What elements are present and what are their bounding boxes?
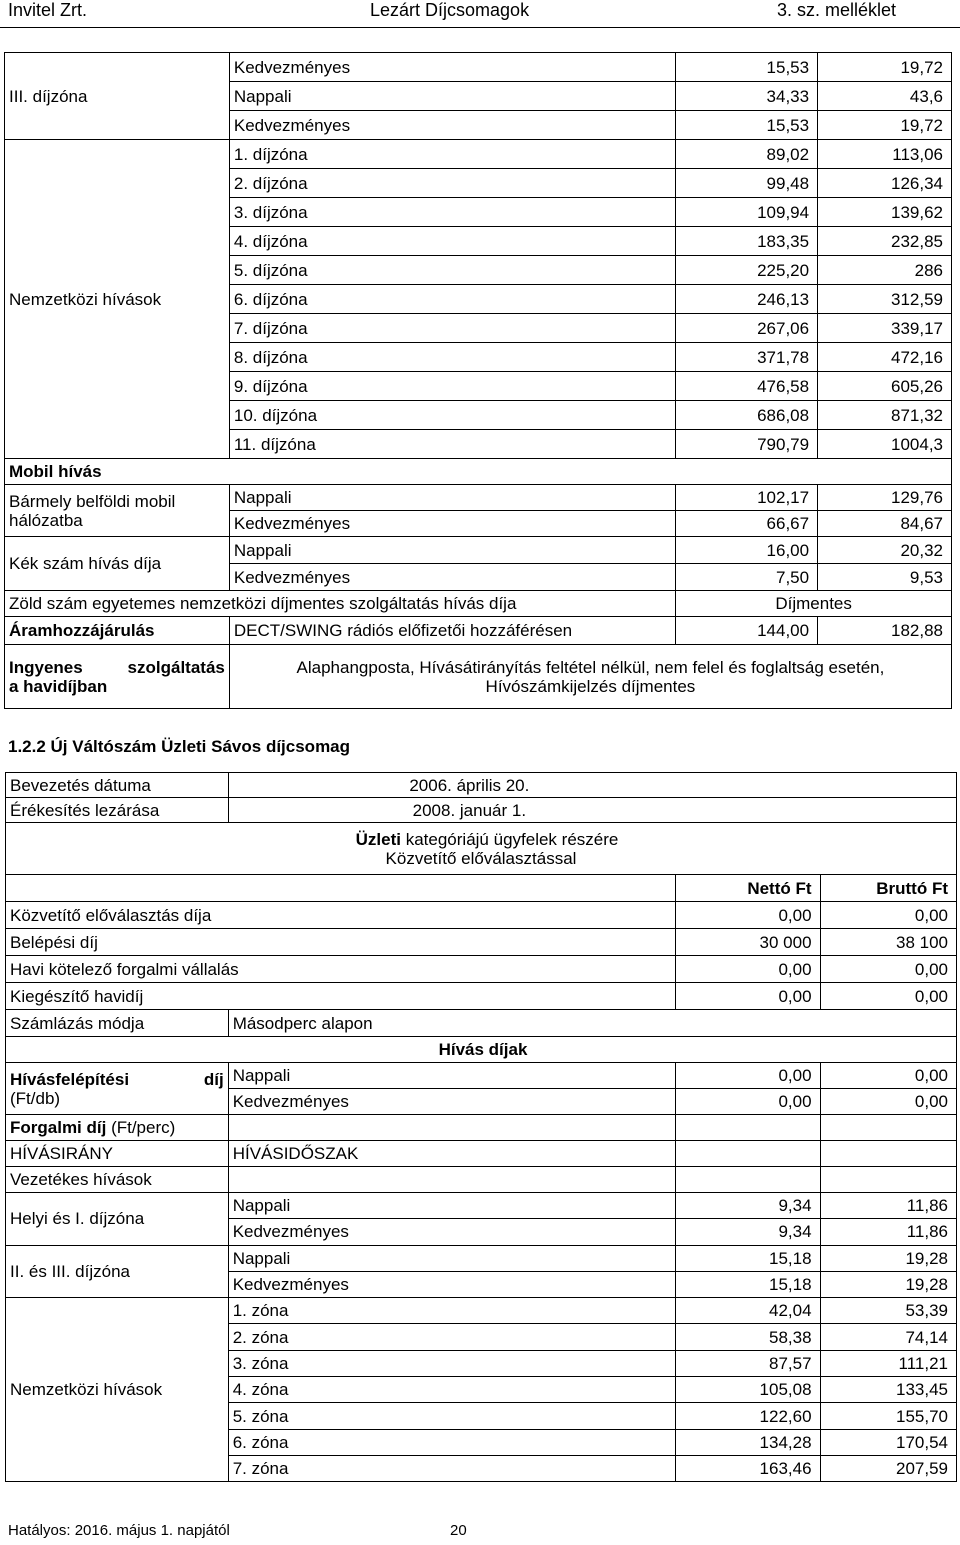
net-price: 102,17 (676, 485, 818, 511)
col-net: Nettó Ft (676, 875, 820, 902)
period-label: Nappali (229, 82, 675, 111)
net-price: 0,00 (676, 956, 820, 983)
net-price: 371,78 (676, 343, 818, 372)
empty-cell (676, 1115, 820, 1141)
free-desc-line1: Alaphangposta, Hívásátirányítás feltétel nélkül, nem felel és foglaltság esetén, (296, 657, 885, 677)
mobile-label-line2: hálózatba (9, 510, 83, 530)
table-row (6, 1245, 957, 1271)
empty-cell (676, 1010, 820, 1037)
column-header-row (6, 875, 957, 902)
gross-price: 113,06 (818, 140, 952, 169)
period-header: HÍVÁSIDŐSZAK (228, 1141, 675, 1167)
net-price: 105,08 (676, 1377, 820, 1403)
setup-label-word2: díj (203, 1069, 224, 1089)
zone-label: 1. díjzóna (229, 140, 675, 169)
net-price: 144,00 (676, 617, 818, 645)
zone-label: 8. díjzóna (229, 343, 675, 372)
power-label: Áramhozzájárulás (5, 617, 230, 645)
empty-cell (820, 1010, 956, 1037)
table-row (5, 53, 952, 82)
traffic-fee-unit: (Ft/perc) (106, 1118, 176, 1137)
empty-cell (820, 1115, 956, 1141)
net-price: 15,18 (676, 1271, 820, 1297)
net-price: 42,04 (676, 1298, 820, 1324)
table-row (6, 983, 957, 1010)
mobile-label-line1: Bármely belföldi mobil (9, 491, 176, 511)
net-price: 0,00 (676, 902, 820, 929)
period-label: 5. zóna (228, 1403, 675, 1429)
net-price: 16,00 (676, 537, 818, 564)
zone-label: 10. díjzóna (229, 401, 675, 430)
period-label: 3. zóna (228, 1350, 675, 1376)
mobile-network-label (5, 485, 230, 537)
footer-effective-date: Hatályos: 2016. május 1. napjától (8, 1522, 230, 1539)
period-label: 4. zóna (228, 1377, 675, 1403)
green-number-label: Zöld szám egyetemes nemzetközi díjmentes szolgáltatás hívás díja (5, 591, 676, 617)
gross-price: 19,72 (818, 53, 952, 82)
net-price: 476,58 (676, 372, 818, 401)
period-label: 6. zóna (228, 1429, 675, 1455)
empty-cell (228, 1115, 675, 1141)
gross-price: 111,21 (820, 1350, 956, 1376)
gross-price: 0,00 (820, 983, 956, 1010)
zone3-label: III. díjzóna (5, 53, 230, 140)
net-price: 790,79 (676, 430, 818, 459)
net-price: 686,08 (676, 401, 818, 430)
target-bold: Üzleti (355, 829, 401, 849)
green-number-row (5, 591, 952, 617)
gross-price: 286 (818, 256, 952, 285)
gross-price: 0,00 (820, 1089, 956, 1115)
table-row (6, 1193, 957, 1219)
net-price: 99,48 (676, 169, 818, 198)
fee-label: Havi kötelező forgalmi vállalás (6, 956, 676, 983)
net-price: 30 000 (676, 929, 820, 956)
gross-price: 339,17 (818, 314, 952, 343)
period-label: Nappali (228, 1245, 675, 1271)
intro-date-label: Bevezetés dátuma (6, 773, 229, 798)
net-price: 89,02 (676, 140, 818, 169)
fee-table-1 (4, 52, 952, 709)
net-price: 15,18 (676, 1245, 820, 1271)
gross-price: 74,14 (820, 1324, 956, 1350)
fee-label: Kiegészítő havidíj (6, 983, 676, 1010)
traffic-fee-bold: Forgalmi díj (10, 1118, 107, 1137)
free-desc-line2: Hívószámkijelzés díjmentes (485, 676, 696, 696)
gross-price: 9,53 (818, 564, 952, 591)
empty-cell (820, 1167, 956, 1193)
page-header (0, 0, 960, 26)
zone-label: 3. díjzóna (229, 198, 675, 227)
mobile-title-row (5, 459, 952, 485)
blue-number-label: Kék szám hívás díja (5, 537, 230, 591)
net-price: 58,38 (676, 1324, 820, 1350)
close-row (6, 798, 957, 823)
billing-label: Számlázás módja (6, 1010, 229, 1037)
net-price: 0,00 (676, 983, 820, 1010)
gross-price: 0,00 (820, 902, 956, 929)
call-fees-title-row (6, 1037, 957, 1063)
net-price: 9,34 (676, 1219, 820, 1245)
target-line2: Közvetítő előválasztással (385, 848, 577, 868)
gross-price: 605,26 (818, 372, 952, 401)
gross-price: 19,28 (820, 1245, 956, 1271)
billing-row (6, 1010, 957, 1037)
company-name: Invitel Zrt. (8, 0, 88, 20)
header-rule (0, 27, 960, 28)
net-price: 109,94 (676, 198, 818, 227)
setup-label-line2: (Ft/db) (10, 1088, 61, 1108)
setup-fee-label (6, 1063, 229, 1115)
gross-price: 126,34 (818, 169, 952, 198)
green-number-value: Díjmentes (676, 591, 952, 617)
period-label: Nappali (228, 1063, 675, 1089)
net-price: 9,34 (676, 1193, 820, 1219)
free-services-desc (229, 645, 951, 709)
period-label: Nappali (229, 485, 675, 511)
empty-cell (228, 875, 675, 902)
empty-cell (676, 1167, 820, 1193)
close-date-value: 2008. január 1. (228, 798, 956, 823)
gross-price: 19,28 (820, 1271, 956, 1297)
fee-label: Belépési díj (6, 929, 676, 956)
period-label: Kedvezményes (229, 511, 675, 537)
gross-price: 20,32 (818, 537, 952, 564)
gross-price: 155,70 (820, 1403, 956, 1429)
setup-label-line1 (10, 1070, 224, 1089)
zone-label: 4. díjzóna (229, 227, 675, 256)
period-label: Kedvezményes (229, 564, 675, 591)
call-fees-title: Hívás díjak (6, 1037, 957, 1063)
gross-price: 312,59 (818, 285, 952, 314)
target-row (6, 823, 957, 875)
wired-row (6, 1167, 957, 1193)
zone-label: 7. díjzóna (229, 314, 675, 343)
period-label: Kedvezményes (228, 1089, 675, 1115)
net-price: 163,46 (676, 1455, 820, 1481)
net-price: 0,00 (676, 1063, 820, 1089)
fee-label: Közvetítő előválasztás díja (6, 902, 676, 929)
table-row (5, 537, 952, 564)
table-row (6, 956, 957, 983)
close-date-label: Érékesítés lezárása (6, 798, 229, 823)
zone23-label: II. és III. díjzóna (6, 1245, 229, 1298)
gross-price: 53,39 (820, 1298, 956, 1324)
zone-label: 2. díjzóna (229, 169, 675, 198)
period-label: 7. zóna (228, 1455, 675, 1481)
direction-label: HÍVÁSIRÁNY (6, 1141, 229, 1167)
period-label: Kedvezményes (229, 53, 675, 82)
free-label-line2: a havidíjban (9, 676, 108, 696)
intro-row (6, 773, 957, 798)
intro-date-value: 2006. április 20. (228, 773, 956, 798)
net-price: 122,60 (676, 1403, 820, 1429)
target-rest: kategóriájú ügyfelek részére (401, 829, 619, 849)
gross-price: 133,45 (820, 1377, 956, 1403)
target-line1 (12, 830, 960, 849)
gross-price: 0,00 (820, 1063, 956, 1089)
net-price: 267,06 (676, 314, 818, 343)
free-label-line1: Ingyenes szolgáltatás (9, 657, 225, 677)
table-row (6, 902, 957, 929)
net-price: 66,67 (676, 511, 818, 537)
period-label: Kedvezményes (228, 1219, 675, 1245)
free-services-row (5, 645, 952, 709)
empty-cell (228, 1167, 675, 1193)
net-price: 0,00 (676, 1089, 820, 1115)
document-title: Lezárt Díjcsomagok (370, 0, 530, 20)
period-label: Kedvezményes (229, 111, 675, 140)
net-price: 246,13 (676, 285, 818, 314)
col-gross: Bruttó Ft (820, 875, 956, 902)
gross-price: 170,54 (820, 1429, 956, 1455)
table-row (6, 1063, 957, 1089)
period-label: 1. zóna (228, 1298, 675, 1324)
gross-price: 43,6 (818, 82, 952, 111)
section-title: 1.2.2 Új Váltószám Üzleti Sávos díjcsomag (8, 737, 351, 756)
net-price: 15,53 (676, 53, 818, 82)
zone-label: 6. díjzóna (229, 285, 675, 314)
empty-cell (820, 1141, 956, 1167)
net-price: 225,20 (676, 256, 818, 285)
empty-cell (676, 1141, 820, 1167)
gross-price: 38 100 (820, 929, 956, 956)
net-price: 34,33 (676, 82, 818, 111)
gross-price: 182,88 (818, 617, 952, 645)
intl-calls-label: Nemzetközi hívások (6, 1298, 229, 1482)
setup-label-word1: Hívásfelépítési (10, 1069, 130, 1089)
wired-calls-label: Vezetékes hívások (6, 1167, 229, 1193)
gross-price: 0,00 (820, 956, 956, 983)
zone-label: 11. díjzóna (229, 430, 675, 459)
target-segment (6, 823, 957, 875)
power-desc: DECT/SWING rádiós előfizetői hozzáférésen (229, 617, 675, 645)
traffic-fee-label (6, 1115, 229, 1141)
net-price: 15,53 (676, 111, 818, 140)
appendix-label: 3. sz. melléklet (777, 0, 897, 20)
net-price: 87,57 (676, 1350, 820, 1376)
gross-price: 472,16 (818, 343, 952, 372)
gross-price: 11,86 (820, 1219, 956, 1245)
table-row (6, 1298, 957, 1324)
zone-label: 5. díjzóna (229, 256, 675, 285)
gross-price: 207,59 (820, 1455, 956, 1481)
gross-price: 232,85 (818, 227, 952, 256)
gross-price: 11,86 (820, 1193, 956, 1219)
period-label: Nappali (228, 1193, 675, 1219)
empty-cell (6, 875, 229, 902)
billing-value: Másodperc alapon (228, 1010, 675, 1037)
fee-table-2 (5, 772, 957, 1482)
period-label: Nappali (229, 537, 675, 564)
gross-price: 84,67 (818, 511, 952, 537)
target-text (6, 830, 956, 868)
net-price: 7,50 (676, 564, 818, 591)
net-price: 134,28 (676, 1429, 820, 1455)
direction-header-row (6, 1141, 957, 1167)
power-row (5, 617, 952, 645)
intl-calls-label: Nemzetközi hívások (5, 140, 230, 459)
table-row (5, 140, 952, 169)
mobile-title: Mobil hívás (5, 459, 952, 485)
page-number: 20 (450, 1522, 467, 1539)
period-label: Kedvezményes (228, 1271, 675, 1297)
gross-price: 1004,3 (818, 430, 952, 459)
free-services-label (5, 645, 230, 709)
table-row (5, 485, 952, 511)
period-label: 2. zóna (228, 1324, 675, 1350)
traffic-fee-row (6, 1115, 957, 1141)
gross-price: 129,76 (818, 485, 952, 511)
zone-label: 9. díjzóna (229, 372, 675, 401)
local-zone-label: Helyi és I. díjzóna (6, 1193, 229, 1246)
gross-price: 139,62 (818, 198, 952, 227)
table-row (6, 929, 957, 956)
gross-price: 871,32 (818, 401, 952, 430)
net-price: 183,35 (676, 227, 818, 256)
gross-price: 19,72 (818, 111, 952, 140)
